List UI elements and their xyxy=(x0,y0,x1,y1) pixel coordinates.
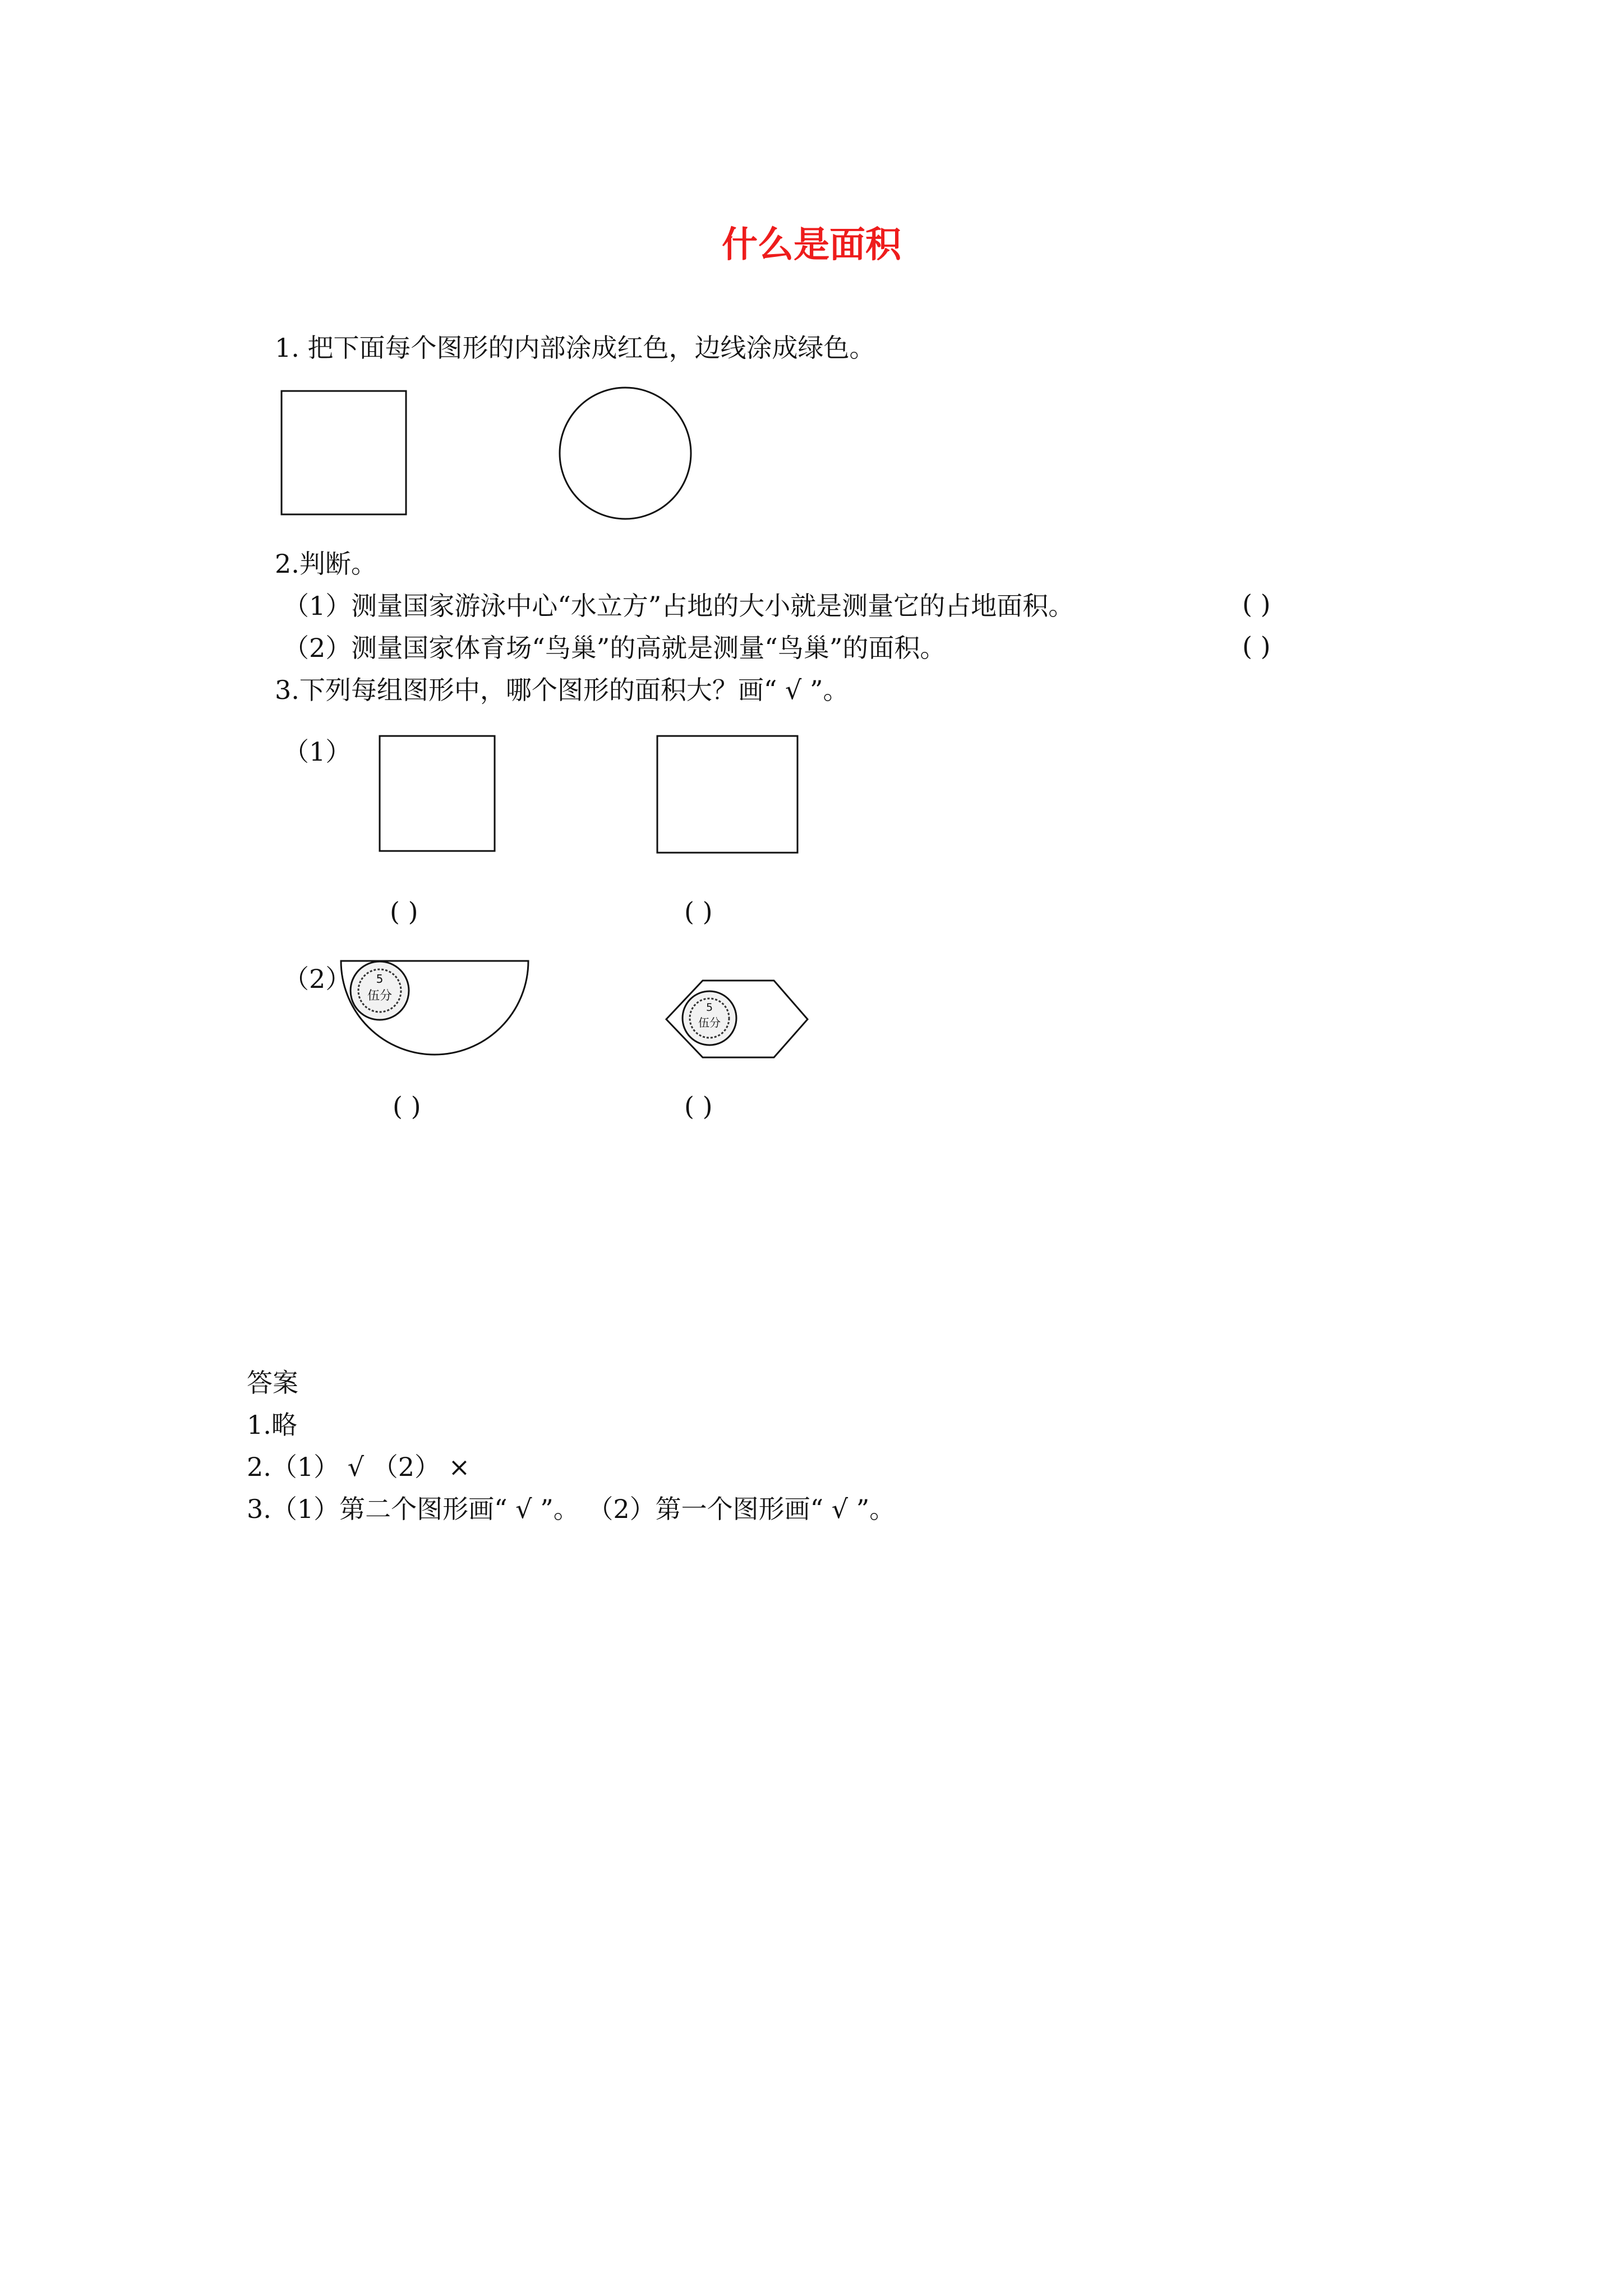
question-1-text: 1. 把下面每个图形的内部涂成红色，边线涂成绿色。 xyxy=(275,333,875,363)
group-1-label: （1） xyxy=(283,737,352,767)
answer-line-1: 1.略 xyxy=(247,1410,297,1440)
large-square-figure xyxy=(656,735,802,858)
coin-value: 5 xyxy=(376,972,384,986)
question-2-item-1: （1）测量国家游泳中心“水立方”占地的大小就是测量它的占地面积。 xyxy=(283,591,1075,621)
question-2-heading: 2.判断。 xyxy=(275,549,377,579)
answer-blank-3-1-b: ( ) xyxy=(684,896,713,927)
answer-line-3: 3.（1）第二个图形画“ √ ”。 （2）第一个图形画“ √ ”。 xyxy=(247,1494,896,1524)
coin-unit: 伍分 xyxy=(698,1016,721,1029)
coin-icon xyxy=(351,961,409,1020)
half-circle-figure xyxy=(339,959,533,1063)
answer-blank-3-2-b: ( ) xyxy=(684,1091,713,1121)
page-title: 什么是面积 xyxy=(722,224,901,266)
small-square-figure xyxy=(379,735,499,855)
group-2-label: （2） xyxy=(283,964,352,994)
question-3-heading: 3.下列每组图形中，哪个图形的面积大？画“ √ ”。 xyxy=(275,675,849,705)
circle-figure xyxy=(558,386,698,526)
answer-blank-2-1: ( ) xyxy=(1242,589,1271,619)
hexagon-figure xyxy=(665,979,810,1063)
coin-unit: 伍分 xyxy=(367,989,393,1003)
square-figure xyxy=(280,390,415,522)
answer-line-2: 2.（1） √ （2） × xyxy=(247,1452,471,1482)
answer-blank-2-2: ( ) xyxy=(1242,631,1271,661)
answer-blank-3-1-a: ( ) xyxy=(390,896,418,927)
coin-value: 5 xyxy=(706,1001,713,1014)
answer-blank-3-2-a: ( ) xyxy=(393,1091,421,1121)
answers-heading: 答案 xyxy=(247,1368,298,1398)
coin-icon xyxy=(683,991,736,1045)
question-2-item-2: （2）测量国家体育场“鸟巢”的高就是测量“鸟巢”的面积。 xyxy=(283,633,946,663)
